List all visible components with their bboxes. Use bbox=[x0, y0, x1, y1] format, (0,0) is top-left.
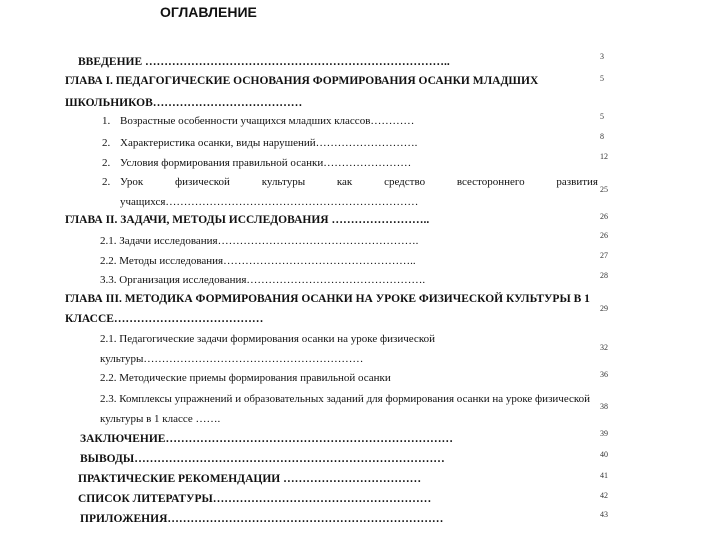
toc-section-3-1[interactable]: 2.1. Педагогические задачи формирования осанки на уроке физической bbox=[100, 333, 435, 345]
toc-chapter-2[interactable]: ГЛАВА II. ЗАДАЧИ, МЕТОДЫ ИССЛЕДОВАНИЯ …………………….. bbox=[65, 214, 430, 226]
page-number: 29 bbox=[600, 304, 608, 313]
toc-item-number: 2. bbox=[102, 137, 111, 149]
page-number: 3 bbox=[600, 52, 604, 61]
toc-section-1-3[interactable]: Условия формирования правильной осанки…………………… bbox=[120, 157, 412, 169]
toc-references[interactable]: СПИСОК ЛИТЕРАТУРЫ………………………………………………… bbox=[78, 493, 432, 505]
word: культуры bbox=[261, 176, 306, 188]
word: развития bbox=[556, 176, 598, 188]
page-number: 39 bbox=[600, 429, 608, 438]
toc-appendices[interactable]: ПРИЛОЖЕНИЯ……………………………………………………………… bbox=[80, 513, 444, 525]
toc-section-3-3[interactable]: 2.3. Комплексы упражнений и образовательных заданий для формирования осанки на уроке физической bbox=[100, 393, 591, 405]
toc-section-1-4-cont[interactable]: учащихся…………………………………………………………… bbox=[120, 196, 419, 208]
word: всестороннего bbox=[456, 176, 525, 188]
toc-chapter-3[interactable]: ГЛАВА III. МЕТОДИКА ФОРМИРОВАНИЯ ОСАНКИ НА УРОКЕ ФИЗИЧЕСКОЙ КУЛЬТУРЫ В 1 bbox=[65, 293, 590, 305]
toc-chapter-3-cont[interactable]: КЛАССЕ………………………………… bbox=[65, 313, 264, 325]
page-number: 40 bbox=[600, 450, 608, 459]
toc-item-number: 2. bbox=[102, 176, 111, 188]
word: физической bbox=[174, 176, 230, 188]
page-number: 8 bbox=[600, 132, 604, 141]
page-number: 25 bbox=[600, 185, 608, 194]
toc-section-1-1[interactable]: Возрастные особенности учащихся младших классов………… bbox=[120, 115, 415, 127]
toc-intro[interactable]: ВВЕДЕНИЕ …………………………………………………………………….. bbox=[78, 56, 450, 68]
word: Урок bbox=[120, 176, 144, 188]
toc-section-3-1-cont[interactable]: культуры…………………………………………………… bbox=[100, 353, 364, 365]
page-number: 26 bbox=[600, 212, 608, 221]
page-number: 41 bbox=[600, 471, 608, 480]
page-number: 32 bbox=[600, 343, 608, 352]
toc-conclusion[interactable]: ЗАКЛЮЧЕНИЕ………………………………………………………………… bbox=[80, 433, 453, 445]
page-number: 38 bbox=[600, 402, 608, 411]
word: как bbox=[336, 176, 353, 188]
page-number: 42 bbox=[600, 491, 608, 500]
toc-item-number: 2. bbox=[102, 157, 111, 169]
page-number: 43 bbox=[600, 510, 608, 519]
toc-recommendations[interactable]: ПРАКТИЧЕСКИЕ РЕКОМЕНДАЦИИ ……………………………… bbox=[78, 473, 422, 485]
toc-section-2-1[interactable]: 2.1. Задачи исследования………………………………………………. bbox=[100, 235, 419, 247]
toc-item-number: 1. bbox=[102, 115, 111, 127]
page-number: 5 bbox=[600, 74, 604, 83]
toc-section-2-2[interactable]: 2.2. Методы исследования…………………………………………….. bbox=[100, 255, 416, 267]
page-number: 36 bbox=[600, 370, 608, 379]
page-number: 28 bbox=[600, 271, 608, 280]
toc-chapter-1-cont[interactable]: ШКОЛЬНИКОВ………………………………… bbox=[65, 97, 303, 109]
toc-findings[interactable]: ВЫВОДЫ……………………………………………………………………… bbox=[80, 453, 445, 465]
toc-section-3-2[interactable]: 2.2. Методические приемы формирования правильной осанки bbox=[100, 372, 391, 384]
toc-chapter-1[interactable]: ГЛАВА I. ПЕДАГОГИЧЕСКИЕ ОСНОВАНИЯ ФОРМИРОВАНИЯ ОСАНКИ МЛАДШИХ bbox=[65, 75, 539, 87]
toc-section-1-2[interactable]: Характеристика осанки, виды нарушений………………………. bbox=[120, 137, 418, 149]
page-number: 27 bbox=[600, 251, 608, 260]
toc-section-2-3[interactable]: 3.3. Организация исследования…………………………………………. bbox=[100, 274, 426, 286]
toc-section-1-4[interactable] bbox=[120, 176, 598, 189]
page-number: 26 bbox=[600, 231, 608, 240]
page-title: ОГЛАВЛЕНИЕ bbox=[160, 4, 257, 20]
page-number: 5 bbox=[600, 112, 604, 121]
toc-section-3-3-cont[interactable]: культуры в 1 классе ……. bbox=[100, 413, 221, 425]
word: средство bbox=[384, 176, 426, 188]
page-number: 12 bbox=[600, 152, 608, 161]
